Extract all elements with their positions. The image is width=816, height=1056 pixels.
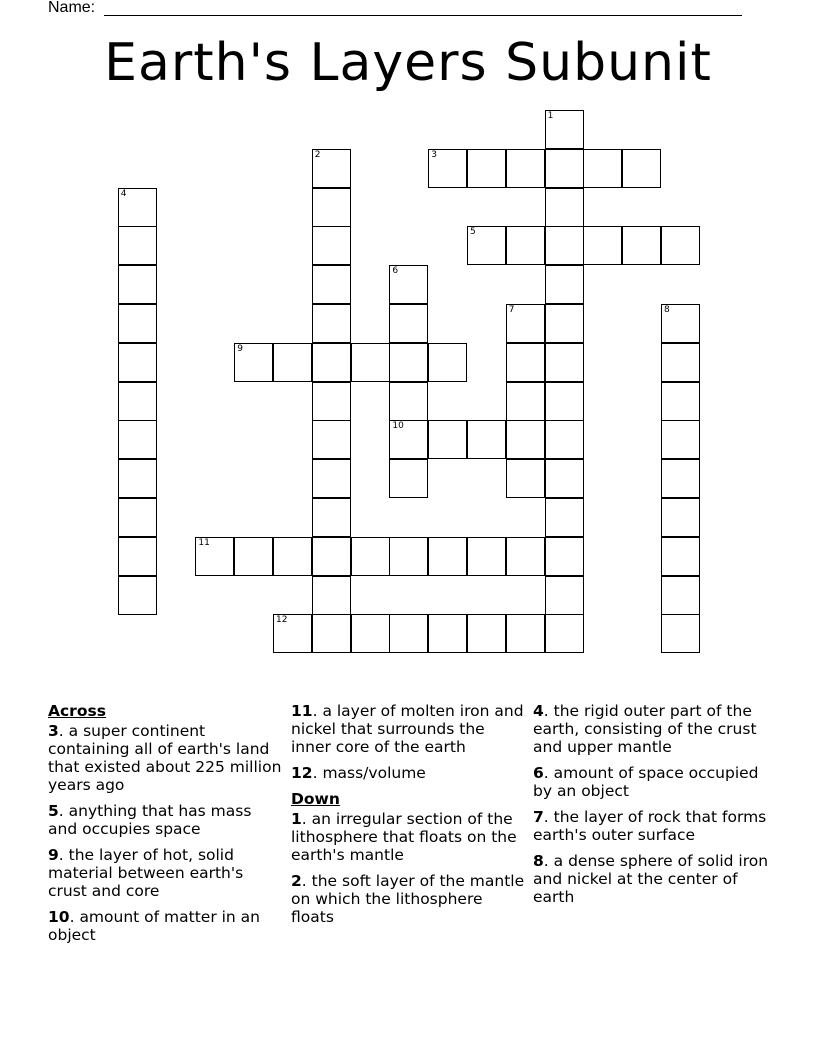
grid-cell[interactable] <box>428 614 467 653</box>
grid-cell[interactable] <box>661 226 700 265</box>
clue-text: the soft layer of the mantle on which the lithosphere floats <box>291 872 525 926</box>
down-heading: Down <box>291 790 340 808</box>
grid-cell[interactable] <box>273 537 312 576</box>
clue-text: mass/volume <box>322 764 426 782</box>
grid-cell[interactable] <box>545 265 584 304</box>
clue-number: 11 <box>291 702 313 720</box>
grid-cell[interactable] <box>234 343 273 382</box>
grid-cell[interactable] <box>195 537 234 576</box>
cell-number: 9 <box>237 343 243 354</box>
grid-cell[interactable] <box>118 420 157 459</box>
clue-number: 12 <box>291 764 313 782</box>
grid-cell[interactable] <box>118 226 157 265</box>
grid-cell[interactable] <box>118 459 157 498</box>
grid-cell[interactable] <box>312 420 351 459</box>
grid-cell[interactable] <box>506 537 545 576</box>
clue-text: the layer of rock that forms earth's outer surface <box>533 808 767 844</box>
grid-cell[interactable] <box>118 537 157 576</box>
grid-cell[interactable] <box>312 304 351 343</box>
grid-cell[interactable] <box>545 343 584 382</box>
grid-cell[interactable] <box>118 576 157 615</box>
grid-cell[interactable] <box>312 576 351 615</box>
clue-across-10: 10. amount of matter in an object <box>48 908 261 944</box>
cell-number: 5 <box>470 227 476 238</box>
page-title: Earth's Layers Subunit <box>104 33 712 93</box>
clue-number: 4 <box>533 702 544 720</box>
clue-text: an irregular section of the lithosphere that floats on the earth's mantle <box>291 810 517 864</box>
clue-down-7: 7. the layer of rock that forms earth's outer surface <box>533 808 767 844</box>
grid-cell[interactable] <box>351 614 390 653</box>
grid-cell[interactable] <box>312 498 351 537</box>
grid-cell[interactable] <box>506 382 545 421</box>
grid-cell[interactable] <box>506 459 545 498</box>
grid-cell[interactable] <box>545 420 584 459</box>
clue-down-2: 2. the soft layer of the mantle on which the lithosphere floats <box>291 872 525 926</box>
clue-down-6: 6. amount of space occupied by an object <box>533 764 759 800</box>
grid-cell[interactable] <box>545 304 584 343</box>
grid-cell[interactable] <box>118 265 157 304</box>
grid-cell[interactable] <box>506 614 545 653</box>
clue-across-9: 9. the layer of hot, solid material between earth's crust and core <box>48 846 244 900</box>
grid-cell[interactable] <box>506 420 545 459</box>
grid-cell[interactable] <box>118 188 157 227</box>
grid-cell[interactable] <box>622 226 661 265</box>
grid-cell[interactable] <box>312 343 351 382</box>
grid-cell[interactable] <box>467 420 506 459</box>
grid-cell[interactable] <box>273 614 312 653</box>
grid-cell[interactable] <box>661 614 700 653</box>
clue-number: 6 <box>533 764 544 782</box>
grid-cell[interactable] <box>389 614 428 653</box>
grid-cell[interactable] <box>428 420 467 459</box>
cell-number: 3 <box>431 149 437 160</box>
cell-number: 6 <box>392 266 399 277</box>
grid-cell[interactable] <box>118 498 157 537</box>
clue-across-12: 12. mass/volume <box>291 764 426 782</box>
grid-cell[interactable] <box>545 226 584 265</box>
clue-number: 8 <box>533 852 544 870</box>
grid-cell[interactable] <box>661 304 700 343</box>
grid-cell[interactable] <box>545 188 584 227</box>
grid-cell[interactable] <box>428 149 467 188</box>
clue-across-11: 11. a layer of molten iron and nickel that surrounds the inner core of the earth <box>291 702 524 756</box>
clue-text: a super continent containing all of earth's land that existed about 225 million years ago <box>48 722 282 794</box>
clue-number: 5 <box>48 802 59 820</box>
grid-cell[interactable] <box>389 304 428 343</box>
grid-cell[interactable] <box>312 149 351 188</box>
grid-cell[interactable] <box>661 343 700 382</box>
grid-cell[interactable] <box>351 343 390 382</box>
grid-cell[interactable] <box>351 537 390 576</box>
grid-cell[interactable] <box>545 382 584 421</box>
grid-cell[interactable] <box>312 459 351 498</box>
cell-number: 2 <box>314 149 321 160</box>
grid-cell[interactable] <box>312 188 351 227</box>
grid-cell[interactable] <box>234 537 273 576</box>
name-label: Name: <box>48 0 96 16</box>
grid-cell[interactable] <box>118 343 157 382</box>
clue-number: 3 <box>48 722 59 740</box>
cell-number: 7 <box>508 305 515 315</box>
grid-cell[interactable] <box>389 537 428 576</box>
clue-number: 2 <box>291 872 302 890</box>
grid-cell[interactable] <box>467 614 506 653</box>
cell-number: 8 <box>664 305 670 315</box>
grid-cell[interactable] <box>583 226 622 265</box>
grid-cell[interactable] <box>661 382 700 421</box>
grid-cell[interactable] <box>545 149 584 188</box>
clue-number: 7 <box>533 808 544 826</box>
cell-number: 12 <box>276 615 288 626</box>
grid-cell[interactable] <box>467 226 506 265</box>
grid-cell[interactable] <box>312 614 351 653</box>
grid-cell[interactable] <box>545 498 584 537</box>
clue-text: a layer of molten iron and nickel that surrounds the inner core of the earth <box>291 702 524 756</box>
grid-cell[interactable] <box>312 537 351 576</box>
grid-cell[interactable] <box>545 537 584 576</box>
grid-cell[interactable] <box>389 420 428 459</box>
grid-cell[interactable] <box>661 459 700 498</box>
clue-column-1 <box>48 702 284 952</box>
cell-number: 1 <box>547 111 554 121</box>
clue-text: amount of space occupied by an object <box>533 764 759 800</box>
clue-text: the rigid outer part of the earth, consisting of the crust and upper mantle <box>533 702 757 756</box>
clue-across-5: 5. anything that has mass and occupies space <box>48 802 252 838</box>
grid-cell[interactable] <box>312 382 351 421</box>
clue-column-3 <box>533 702 769 914</box>
clue-down-8: 8. a dense sphere of solid iron and nickel at the center of earth <box>533 852 769 906</box>
grid-cell[interactable] <box>545 110 584 149</box>
grid-cell[interactable] <box>545 614 584 653</box>
grid-cell[interactable] <box>506 304 545 343</box>
grid-cell[interactable] <box>661 537 700 576</box>
cell-number: 10 <box>392 421 404 432</box>
grid-cell[interactable] <box>428 537 467 576</box>
clue-column-2 <box>291 702 527 934</box>
grid-cell[interactable] <box>506 226 545 265</box>
clue-text: a dense sphere of solid iron and nickel at the center of earth <box>533 852 769 906</box>
grid-cell[interactable] <box>312 226 351 265</box>
grid-cell[interactable] <box>661 498 700 537</box>
grid-cell[interactable] <box>389 265 428 304</box>
grid-cell[interactable] <box>428 343 467 382</box>
grid-cell[interactable] <box>389 382 428 421</box>
grid-cell[interactable] <box>545 459 584 498</box>
clue-down-4: 4. the rigid outer part of the earth, consisting of the crust and upper mantle <box>533 702 757 756</box>
grid-cell[interactable] <box>661 420 700 459</box>
grid-cell[interactable] <box>661 576 700 615</box>
grid-cell[interactable] <box>389 459 428 498</box>
grid-cell[interactable] <box>312 265 351 304</box>
grid-cell[interactable] <box>389 343 428 382</box>
clue-text: anything that has mass and occupies space <box>48 802 252 838</box>
across-heading: Across <box>48 702 106 720</box>
clue-text: the layer of hot, solid material between earth's crust and core <box>48 846 244 900</box>
grid-cell[interactable] <box>506 343 545 382</box>
grid-cell[interactable] <box>583 149 622 188</box>
clue-number: 9 <box>48 846 59 864</box>
clue-number: 10 <box>48 908 70 926</box>
cell-number: 4 <box>120 188 127 199</box>
clue-down-1: 1. an irregular section of the lithosphere that floats on the earth's mantle <box>291 810 517 864</box>
grid-cell[interactable] <box>118 382 157 421</box>
grid-cell[interactable] <box>273 343 312 382</box>
clue-number: 1 <box>291 810 302 828</box>
grid-cell[interactable] <box>545 576 584 615</box>
grid-cell[interactable] <box>467 149 506 188</box>
clue-across-3: 3. a super continent containing all of earth's land that existed about 225 million years ago <box>48 722 282 794</box>
grid-cell[interactable] <box>506 149 545 188</box>
grid-cell[interactable] <box>118 304 157 343</box>
grid-cell[interactable] <box>622 149 661 188</box>
clue-text: amount of matter in an object <box>48 908 261 944</box>
grid-cell[interactable] <box>467 537 506 576</box>
cell-number: 11 <box>198 537 210 548</box>
